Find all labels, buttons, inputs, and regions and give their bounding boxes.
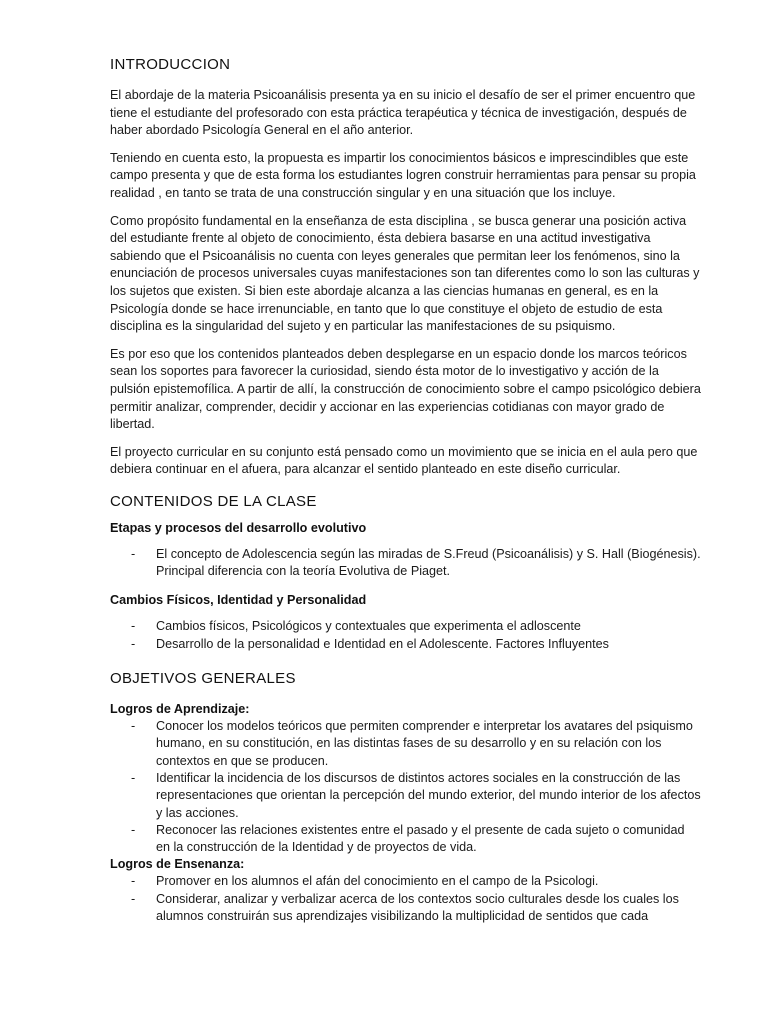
list-item-text: Considerar, analizar y verbalizar acerca de los contextos socio culturales desde los cuales los alumnos construirán sus aprendizajes visibilizando la multiplicidad de sentidos que cada [156, 891, 679, 924]
intro-paragraph-3: Como propósito fundamental en la enseñanza de esta disciplina , se busca generar una posición activa del estudiante frente al objeto de conocimiento, ésta debiera basarse en una actitud investigativa sabiendo que el Psicoanálisis no cuenta con leyes generales que permitan leer los fenómenos, sino la enunciación de procesos universales cuyas manifestaciones son tan diferentes como lo son las culturas y los sujetos que existen. Si bien este abordaje alcanza a las ciencias humanas en general, es en la Psicología donde se hace irrenunciable, en tanto que lo que constituye el objeto de estudio de esta disciplina es la singularidad del sujeto y en particular las manifestaciones de su psiquismo. [110, 213, 700, 334]
list-item [110, 770, 702, 822]
dash-bullet: - [131, 874, 136, 889]
list-item [110, 891, 702, 926]
list-item-text: Identificar la incidencia de los discursos de distintos actores sociales en la construcción de las representaciones que orientan la percepción del mundo exterior, del mundo interior de los afectos y las acciones. [156, 770, 701, 820]
list-item-text: Reconocer las relaciones existentes entre el pasado y el presente de cada sujeto o comunidad en la construcción de la Identidad y de proyectos de vida. [156, 822, 685, 855]
list-item-text: Promover en los alumnos el afán del conocimiento en el campo de la Psicologi. [156, 874, 599, 889]
dash-bullet: - [131, 891, 136, 906]
objetivos-heading: OBJETIVOS GENERALES [110, 670, 296, 688]
intro-paragraph-4: Es por eso que los contenidos planteados deben desplegarse en un espacio donde los marcos teóricos sean los soportes para favorecer la curiosidad, siendo ésta motor de lo investigativo y acción de la pulsión epistemofílica. A partir de allí, la construcción de conocimiento sobre el campo psicológico debiera permitir analizar, comprender, decidir y accionar en las experiencias cotidianas con mayor grado de libertad. [110, 346, 701, 432]
contenidos-group-2-title: Cambios Físicos, Identidad y Personalidad [110, 593, 367, 608]
list-item [110, 822, 702, 857]
contenidos-heading: CONTENIDOS DE LA CLASE [110, 492, 317, 510]
list-item-text: Cambios físicos, Psicológicos y contextuales que experimenta el adloscente [156, 619, 581, 634]
intro-paragraph-1: El abordaje de la materia Psicoanálisis presenta ya en su inicio el desafío de ser el primer encuentro que tiene el estudiante del profesorado con esta práctica terapéutica y técnica de investigación, después de haber abordado Psicología General en el año anterior. [110, 88, 696, 138]
document-content [110, 56, 702, 925]
objetivos-group-2-list [110, 873, 702, 925]
list-item [110, 636, 702, 653]
dash-bullet: - [131, 719, 136, 734]
dash-bullet: - [131, 822, 136, 837]
objetivos-group-1-title: Logros de Aprendizaje: [110, 702, 250, 717]
objetivos-group-2-title: Logros de Ensenanza: [110, 857, 245, 872]
contenidos-group-1-title: Etapas y procesos del desarrollo evolutivo [110, 520, 367, 535]
list-item [110, 618, 702, 635]
dash-bullet: - [131, 619, 136, 634]
list-item [110, 718, 702, 770]
dash-bullet: - [131, 770, 136, 785]
list-item-text: El concepto de Adolescencia según las miradas de S.Freud (Psicoanálisis) y S. Hall (Biogénesis). Principal diferencia con la teoría Evolutiva de Piaget. [156, 546, 701, 579]
list-item [110, 873, 702, 890]
contenidos-group-2-list [110, 618, 702, 653]
dash-bullet: - [131, 546, 136, 561]
intro-heading: INTRODUCCION [110, 56, 231, 73]
intro-paragraph-5: El proyecto curricular en su conjunto está pensado como un movimiento que se inicia en el aula pero que debiera continuar en el afuera, para alcanzar el sentido planteado en este diseño curricular. [110, 444, 698, 477]
objetivos-group-1-list [110, 718, 702, 856]
intro-paragraph-2: Teniendo en cuenta esto, la propuesta es impartir los conocimientos básicos e imprescindibles que este campo presenta y que de esta forma los estudiantes logren construir herramientas para pensar su propia realidad , en tanto se trata de una construcción singular y en una situación que los incluye. [110, 150, 696, 200]
contenidos-group-1-list [110, 546, 702, 581]
list-item-text: Desarrollo de la personalidad e Identidad en el Adolescente. Factores Influyentes [156, 636, 609, 651]
dash-bullet: - [131, 636, 136, 651]
list-item-text: Conocer los modelos teóricos que permiten comprender e interpretar los avatares del psiquismo humano, en su constitución, en las distintas fases de su desarrollo y en su relación con los contextos en que se producen. [156, 719, 693, 768]
list-item [110, 546, 702, 581]
